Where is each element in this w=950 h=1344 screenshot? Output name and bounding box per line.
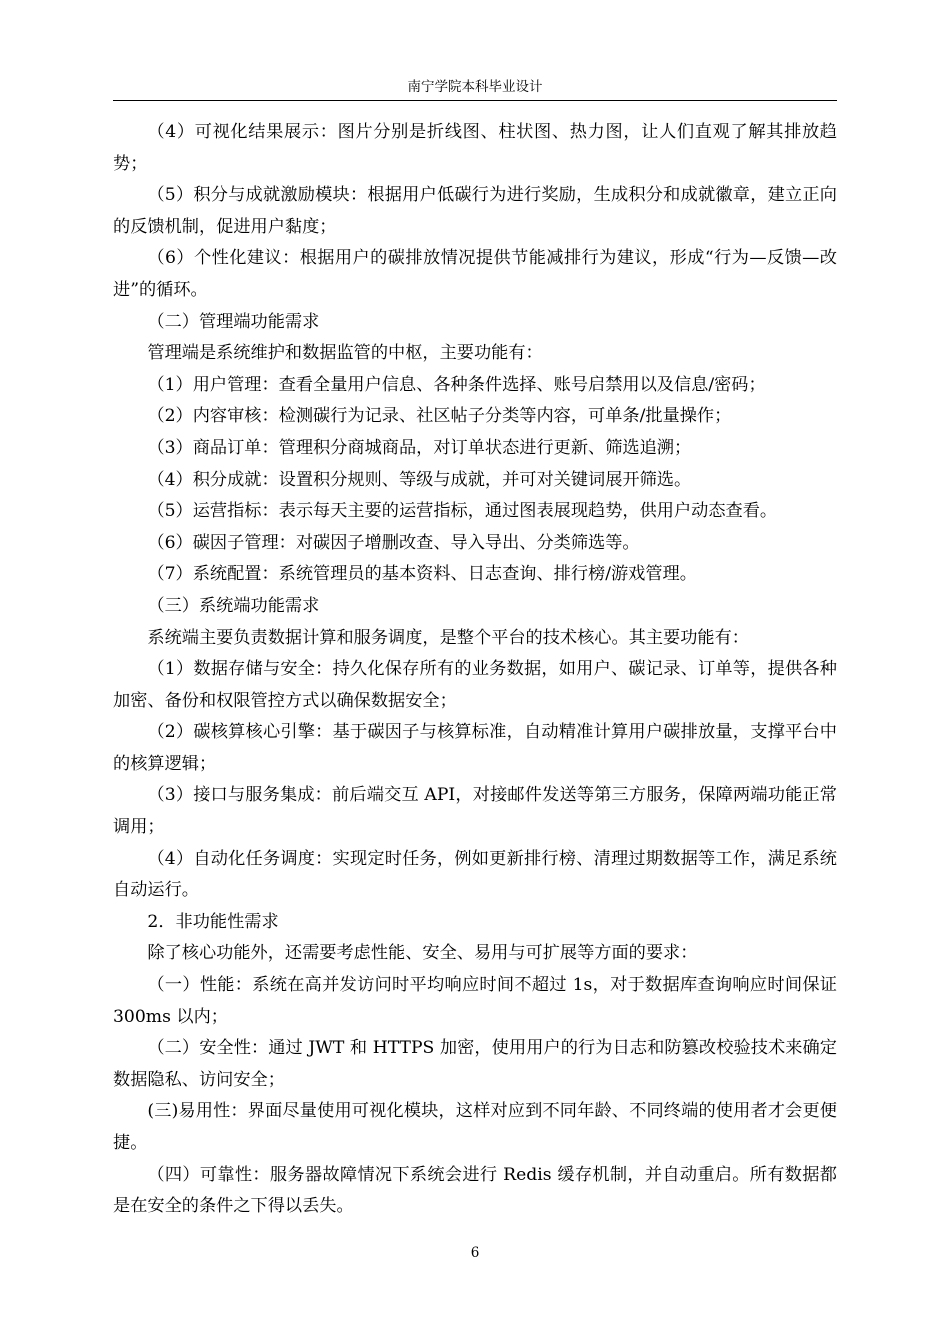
list-item: （3）接口与服务集成：前后端交互 API，对接邮件发送等第三方服务，保障两端功能正常调用； xyxy=(113,785,837,838)
section-heading: 2．非功能性需求 xyxy=(147,911,279,932)
list-item: （1）用户管理：查看全量用户信息、各种条件选择、账号启禁用以及信息/密码； xyxy=(147,374,766,395)
paragraph: 系统端主要负责数据计算和服务调度，是整个平台的技术核心。其主要功能有： xyxy=(147,627,749,648)
paragraph: （6）个性化建议：根据用户的碳排放情况提供节能减排行为建议，形成“行为—反馈—改进”的循环。 xyxy=(113,248,837,300)
list-item: （2）内容审核：检测碳行为记录、社区帖子分类等内容，可单条/批量操作； xyxy=(147,406,732,427)
paragraph: （5）积分与成就激励模块：根据用户低碳行为进行奖励，生成积分和成就徽章，建立正向的反馈机制，促进用户黏度； xyxy=(113,185,837,237)
list-item: （一）性能：系统在高并发访问时平均响应时间不超过 1s，对于数据库查询响应时间保证 300ms 以内； xyxy=(113,975,837,1027)
list-item: （4）自动化任务调度：实现定时任务，例如更新排行榜、清理过期数据等工作，满足系统自动运行。 xyxy=(113,848,837,901)
page-number: 6 xyxy=(470,1245,480,1261)
section-heading: （二）管理端功能需求 xyxy=(147,311,320,332)
section-heading: （三）系统端功能需求 xyxy=(147,595,320,616)
paragraph: （4）可视化结果展示：图片分别是折线图、柱状图、热力图，让人们直观了解其排放趋势； xyxy=(113,122,837,174)
document-body xyxy=(113,117,837,1223)
list-item: （二）安全性：通过 JWT 和 HTTPS 加密，使用用户的行为日志和防篡改校验技术来确定数据隐私、访问安全； xyxy=(113,1038,837,1090)
list-item: （3）商品订单：管理积分商城商品，对订单状态进行更新、筛选追溯； xyxy=(147,437,692,458)
paragraph: 除了核心功能外，还需要考虑性能、安全、易用与可扩展等方面的要求： xyxy=(147,943,698,964)
list-item: （1）数据存储与安全：持久化保存所有的业务数据，如用户、碳记录、订单等，提供各种加密、备份和权限管控方式以确保数据安全； xyxy=(113,659,837,711)
list-item: （7）系统配置：系统管理员的基本资料、日志查询、排行榜/游戏管理。 xyxy=(147,564,697,585)
list-item: (三)易用性：界面尽量使用可视化模块，这样对应到不同年龄、不同终端的使用者才会更便捷。 xyxy=(113,1101,837,1153)
header-divider xyxy=(113,100,837,101)
list-item: （4）积分成就：设置积分规则、等级与成就，并可对关键词展开筛选。 xyxy=(147,469,692,490)
list-item: （2）碳核算核心引擎：基于碳因子与核算标准，自动精准计算用户碳排放量，支撑平台中的核算逻辑； xyxy=(113,722,837,774)
paragraph: 管理端是系统维护和数据监管的中枢，主要功能有： xyxy=(147,343,543,364)
list-item: （6）碳因子管理：对碳因子增删改查、导入导出、分类筛选等。 xyxy=(147,532,640,553)
list-item: （四）可靠性：服务器故障情况下系统会进行 Redis 缓存机制，并自动重启。所有数据都是在安全的条件之下得以丢失。 xyxy=(113,1164,837,1217)
list-item: （5）运营指标：表示每天主要的运营指标，通过图表展现趋势，供用户动态查看。 xyxy=(147,501,778,522)
page-header: 南宁学院本科毕业设计 xyxy=(407,79,543,95)
